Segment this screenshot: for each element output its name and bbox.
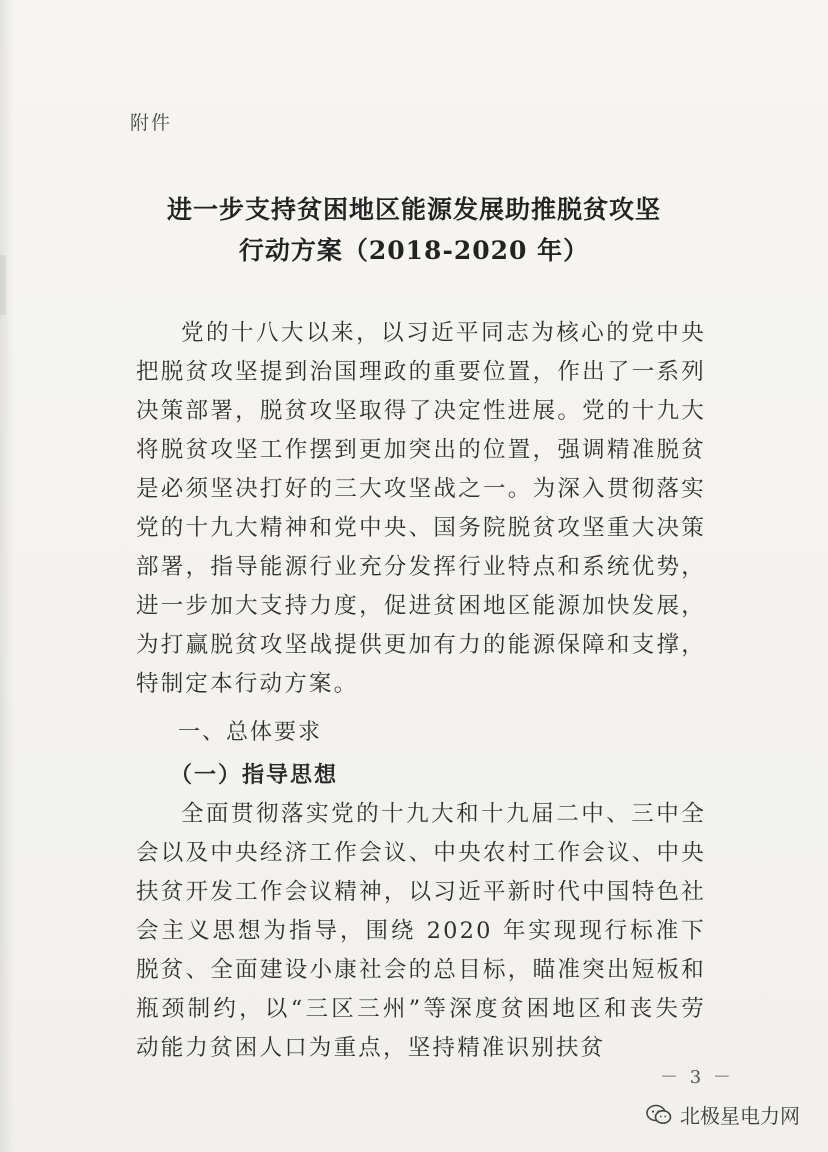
document-title-line-2: 行动方案（2018-2020 年） bbox=[238, 236, 590, 265]
watermark-text: 北极星电力网 bbox=[680, 1104, 800, 1128]
scan-shadow bbox=[0, 0, 14, 1152]
intro-paragraph: 党的十八大以来，以习近平同志为核心的党中央把脱贫攻坚提到治国理政的重要位置，作出了一系列决策部署，脱贫攻坚取得了决定性进展。党的十九大将脱贫攻坚工作摆到更加突出的位置，强调精准脱贫是必须坚决打好的三大攻坚战之一。为深入贯彻落实党的十九大精神和党中央、国务院脱贫攻坚重大决策部署，指导能源行业充分发挥行业特点和系统优势，进一步加大支持力度，促进贫困地区能源加快发展，为打赢脱贫攻坚战提供更加有力的能源保障和支撑，特制定本行动方案。 bbox=[136, 320, 706, 697]
document-title-line-1: 进一步支持贫困地区能源发展助推脱贫攻坚 bbox=[166, 195, 661, 224]
subsection-heading: （一）指导思想 bbox=[170, 762, 339, 788]
guiding-ideology-paragraph: 全面贯彻落实党的十九大和十九届二中、三中全会以及中央经济工作会议、中央农村工作会议、中央扶贫开发工作会议精神，以习近平新时代中国特色社会主义思想为指导，围绕 2020 年实现现行标准下脱贫、全面建设小康社会的总目标，瞄准突出短板和瓶颈制约，以“三区三州”等深度贫困地区和丧失劳动能力贫困人口为重点，坚持精准识别扶贫 bbox=[136, 801, 706, 1061]
page-number: － 3 － bbox=[660, 1067, 734, 1088]
source-watermark bbox=[646, 1100, 800, 1129]
wechat-icon bbox=[646, 1104, 672, 1126]
attachment-label: 附件 bbox=[130, 112, 173, 134]
section-heading: 一、总体要求 bbox=[178, 720, 323, 745]
